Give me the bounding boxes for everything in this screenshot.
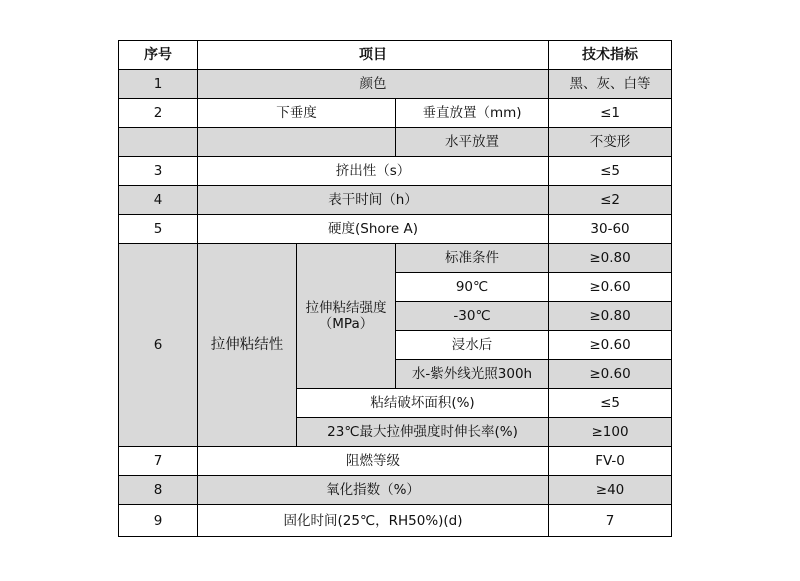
table-row [119, 476, 672, 505]
row-item: 拉伸粘结性 [198, 244, 297, 447]
table-row [119, 215, 672, 244]
header-row [119, 41, 672, 70]
spec-table [118, 40, 672, 537]
table-row [119, 447, 672, 476]
row-condition: 水-紫外线光照300h [396, 360, 549, 389]
table-row [119, 157, 672, 186]
row-item: 氧化指数（%） [198, 476, 549, 505]
group-label: 拉伸粘结强度（MPa） [305, 300, 387, 332]
table-row [119, 505, 672, 537]
table-row [119, 186, 672, 215]
row-spec: 7 [549, 505, 672, 537]
row-item: 颜色 [198, 70, 549, 99]
header-spec: 技术指标 [549, 41, 672, 70]
row-no: 4 [119, 186, 198, 215]
row-spec: ≥0.60 [549, 273, 672, 302]
row-spec: FV-0 [549, 447, 672, 476]
row-spec: ≤2 [549, 186, 672, 215]
row-condition: 90℃ [396, 273, 549, 302]
row-spec: 30-60 [549, 215, 672, 244]
row-item: 表干时间（h） [198, 186, 549, 215]
row-spec: 不变形 [549, 128, 672, 157]
table-row [119, 244, 672, 273]
table-row [119, 70, 672, 99]
row-spec: ≥0.80 [549, 244, 672, 273]
row-spec: 黑、灰、白等 [549, 70, 672, 99]
table-row [119, 99, 672, 128]
row-condition: 标准条件 [396, 244, 549, 273]
row-spec: ≤5 [549, 157, 672, 186]
row-item: 下垂度 [198, 99, 396, 128]
row-item: 硬度(Shore A) [198, 215, 549, 244]
row-no: 1 [119, 70, 198, 99]
row-subitem: 垂直放置（mm) [396, 99, 549, 128]
row-no: 3 [119, 157, 198, 186]
row-no: 9 [119, 505, 198, 537]
row-no: 8 [119, 476, 198, 505]
row-subitem: 水平放置 [396, 128, 549, 157]
row-spec: ≥40 [549, 476, 672, 505]
row-subitem: 粘结破坏面积(%) [297, 389, 549, 418]
row-spec: ≥0.60 [549, 331, 672, 360]
table-row [119, 128, 672, 157]
row-item: 阻燃等级 [198, 447, 549, 476]
header-item: 项目 [198, 41, 549, 70]
row-spec: ≤5 [549, 389, 672, 418]
row-condition: 浸水后 [396, 331, 549, 360]
row-no: 5 [119, 215, 198, 244]
row-spec: ≥100 [549, 418, 672, 447]
row-spec: ≥0.60 [549, 360, 672, 389]
row-no-empty [119, 128, 198, 157]
row-condition: -30℃ [396, 302, 549, 331]
row-no: 6 [119, 244, 198, 447]
header-no: 序号 [119, 41, 198, 70]
row-item: 挤出性（s） [198, 157, 549, 186]
row-no: 7 [119, 447, 198, 476]
row-spec: ≥0.80 [549, 302, 672, 331]
row-group [297, 244, 396, 389]
row-spec: ≤1 [549, 99, 672, 128]
row-item-empty [198, 128, 396, 157]
row-subitem: 23℃最大拉伸强度时伸长率(%) [297, 418, 549, 447]
row-no: 2 [119, 99, 198, 128]
row-item: 固化时间(25℃，RH50%)(d) [198, 505, 549, 537]
